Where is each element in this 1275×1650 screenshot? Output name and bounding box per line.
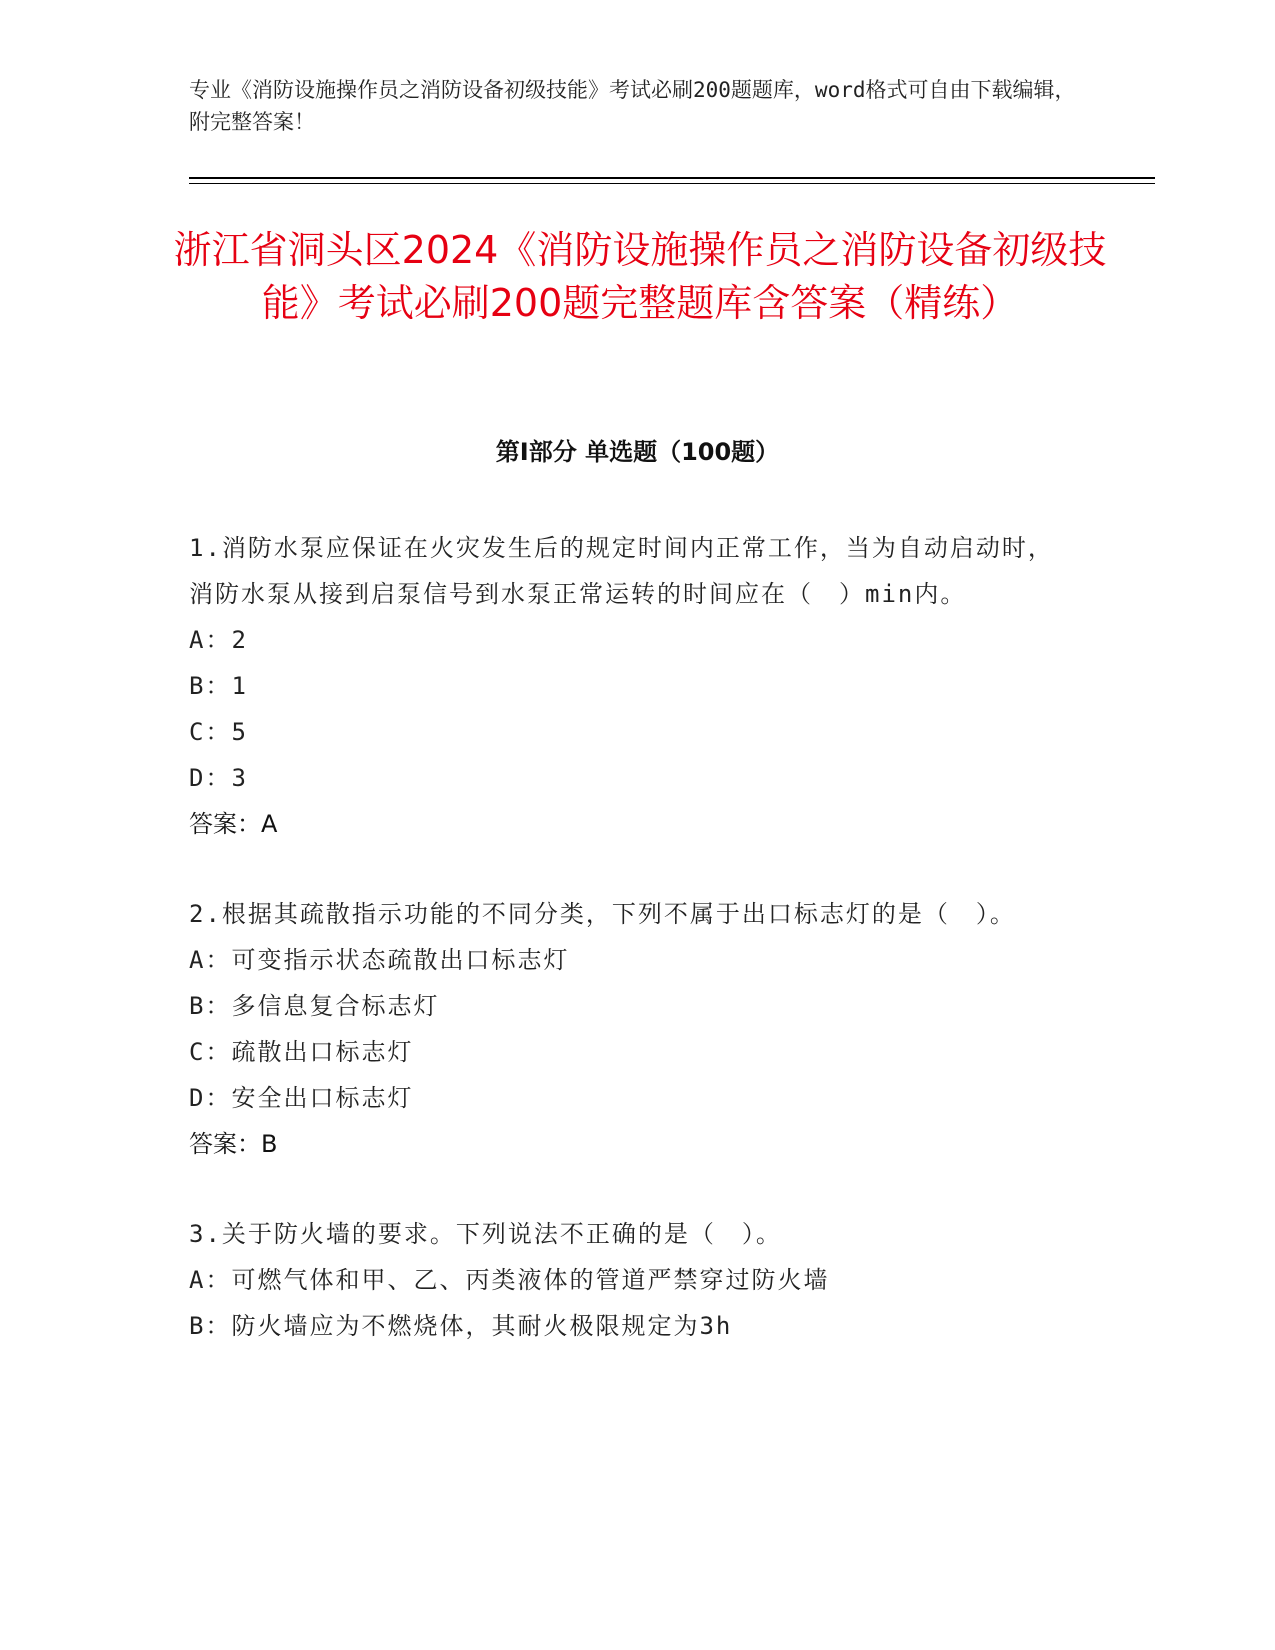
option-c: C：疏散出口标志灯 — [189, 1038, 414, 1066]
option-b: B：多信息复合标志灯 — [189, 992, 440, 1020]
question-answer: 答案：B — [189, 1130, 278, 1158]
option-b: B：防火墙应为不燃烧体，其耐火极限规定为3h — [189, 1312, 733, 1340]
option-a: A：2 — [189, 626, 248, 654]
question-spacer — [189, 847, 1079, 891]
question-stem: 1.消防水泵应保证在火灾发生后的规定时间内正常工作，当为自动启动时，消防水泵从接到启泵信号到水泵正常运转的时间应在（ ）min内。 — [189, 534, 1054, 608]
header-divider-thick — [189, 177, 1155, 179]
question-list — [189, 525, 1079, 1349]
option-c: C：5 — [189, 718, 248, 746]
question-3 — [189, 1211, 1079, 1349]
option-d: D：3 — [189, 764, 248, 792]
section-title: 第I部分 单选题（100题） — [495, 438, 780, 466]
question-answer: 答案：A — [189, 810, 278, 838]
option-a: A：可变指示状态疏散出口标志灯 — [189, 946, 570, 974]
question-1 — [189, 525, 1079, 847]
option-b: B：1 — [189, 672, 248, 700]
option-a: A：可燃气体和甲、乙、丙类液体的管道严禁穿过防火墙 — [189, 1266, 830, 1294]
header-divider-thin — [189, 183, 1155, 184]
question-spacer — [189, 1167, 1079, 1211]
question-stem: 3.关于防火墙的要求。下列说法不正确的是（ ）。 — [189, 1220, 782, 1248]
document-title: 浙江省洞头区2024《消防设施操作员之消防设备初级技能》考试必刷200题完整题库含答案（精练） — [173, 228, 1107, 325]
question-stem: 2.根据其疏散指示功能的不同分类，下列不属于出口标志灯的是（ ）。 — [189, 900, 1016, 928]
header-note: 专业《消防设施操作员之消防设备初级技能》考试必刷200题题库，word格式可自由下载编辑，附完整答案！ — [189, 78, 1076, 134]
option-d: D：安全出口标志灯 — [189, 1084, 414, 1112]
question-2 — [189, 891, 1079, 1167]
